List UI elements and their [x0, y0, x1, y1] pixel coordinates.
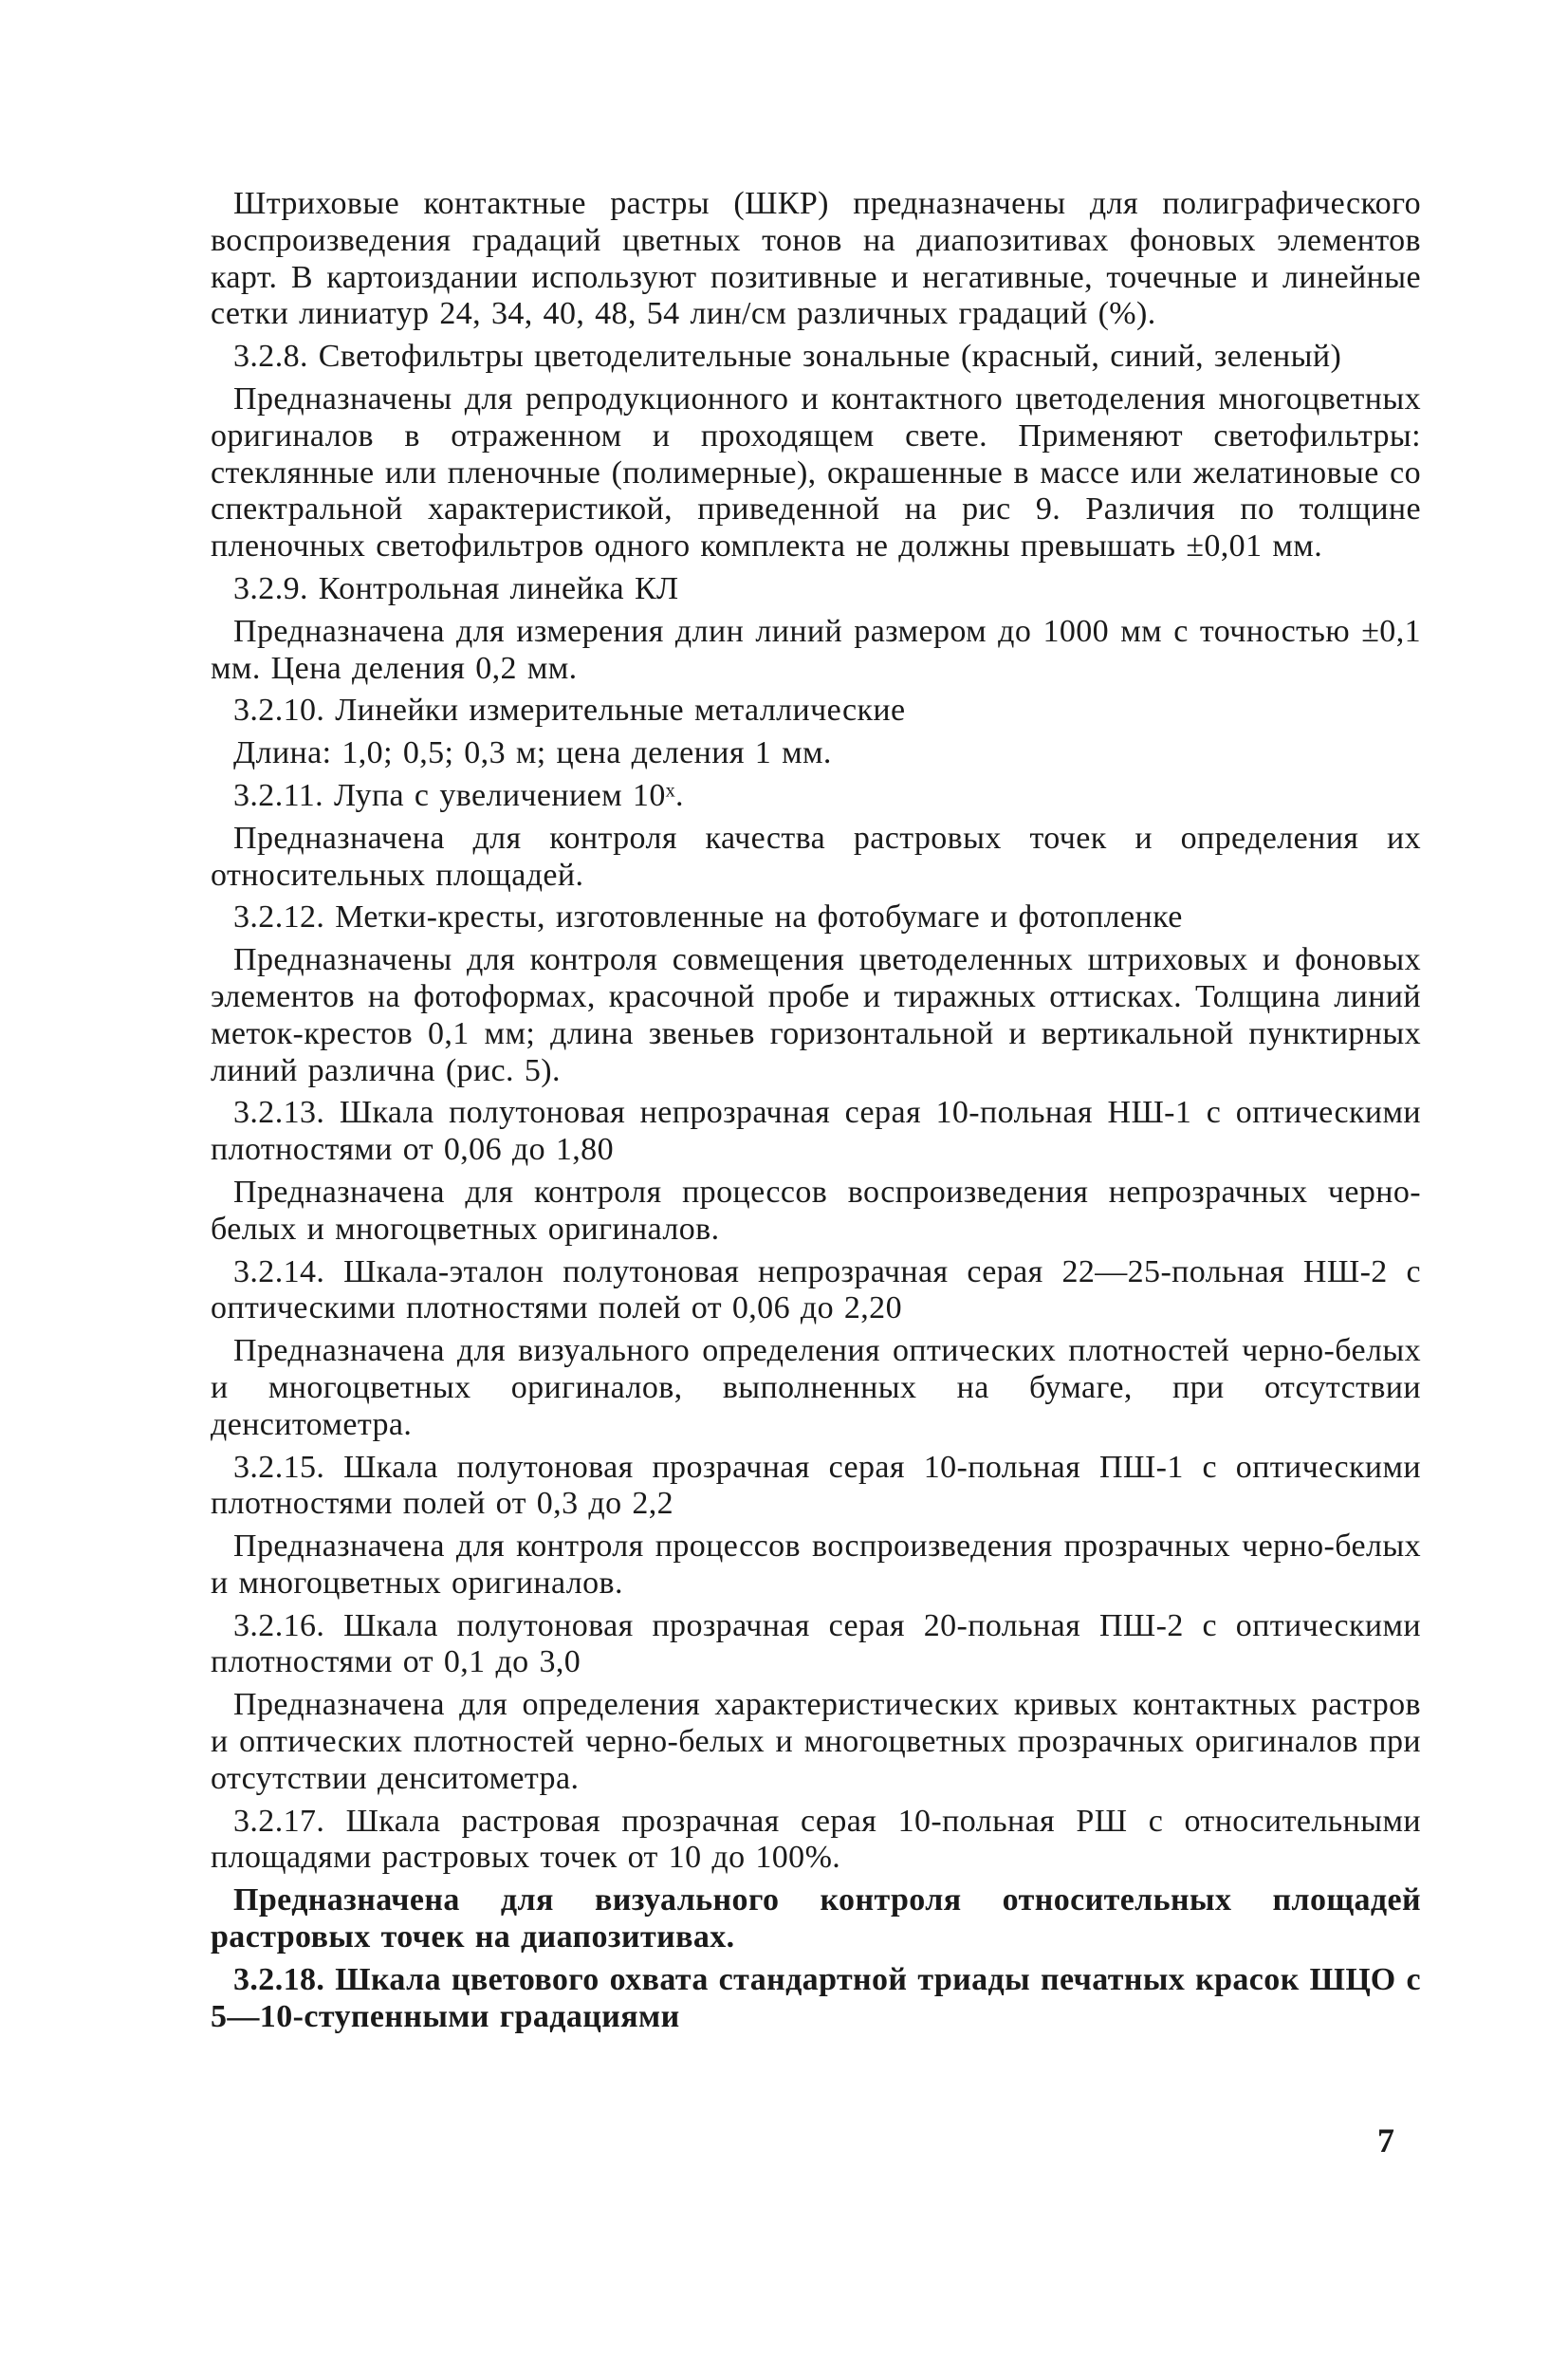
page-number: 7 [1377, 2121, 1394, 2159]
section-heading-3-2-16: 3.2.16. Шкала полутоновая прозрачная серая 20-польная ПШ-2 с оптическими плотностями от 0,1 до 3,0 [211, 1607, 1421, 1680]
section-heading-3-2-10: 3.2.10. Линейки измерительные металлические [233, 693, 906, 729]
section-heading-3-2-12: 3.2.12. Метки-кресты, изготовленные на фотобумаге и фотопленке [233, 899, 1183, 936]
section-heading-3-2-9: 3.2.9. Контрольная линейка КЛ [233, 570, 679, 606]
section-heading-3-2-17: 3.2.17. Шкала растровая прозрачная серая 10-польная РШ с относительными площадями растровых точек от 10 до 100%. [211, 1803, 1421, 1876]
section-heading-3-2-18: 3.2.18. Шкала цветового охвата стандартной триады печатных красок ШЦО с 5—10-ступенными градациями [211, 1961, 1421, 2034]
document-page [211, 186, 1421, 2041]
paragraph-psh-1: Предназначена для контроля процессов воспроизведения прозрачных черно-белых и многоцветных оригиналов. [211, 1529, 1421, 1601]
paragraph-light-filters: Предназначены для репродукционного и контактного цветоделения многоцветных оригиналов в отраженном и проходящем свете. Применяют светофильтры: стеклянные или пленочные (полимерные), окрашенные в массе или желатиновые со спектральной характеристикой, приведенной на рис 9. Различия по толщине пленочных светофильтров одного комплекта не должны превышать ±0,01 мм. [211, 380, 1421, 565]
paragraph-magnifier: Предназначена для контроля качества растровых точек и определения их относительных площадей. [211, 820, 1421, 893]
paragraph-control-ruler: Предназначена для измерения длин линий размером до 1000 мм с точностью ±0,1 мм. Цена деления 0,2 мм. [211, 613, 1421, 686]
paragraph-rsh: Предназначена для визуального контроля относительных площадей растровых точек на диапозитивах. [211, 1882, 1421, 1955]
section-heading-3-2-13: 3.2.13. Шкала полутоновая непрозрачная серая 10-польная НШ-1 с оптическими плотностями от 0,06 до 1,80 [211, 1095, 1421, 1168]
section-heading-3-2-8: 3.2.8. Светофильтры цветоделительные зональные (красный, синий, зеленый) [233, 339, 1342, 375]
paragraph-nsh-1: Предназначена для контроля процессов воспроизведения непрозрачных черно-белых и многоцветных оригиналов. [211, 1174, 1421, 1247]
section-heading-3-2-14: 3.2.14. Шкала-эталон полутоновая непрозрачная серая 22—25-польная НШ-2 с оптическими плотностями полей от 0,06 до 2,20 [211, 1253, 1421, 1326]
paragraph-ruler-lengths: Длина: 1,0; 0,5; 0,3 м; цена деления 1 мм. [233, 735, 832, 771]
section-heading-3-2-11: 3.2.11. Лупа с увеличением 10ˣ. [233, 777, 684, 813]
paragraph-registration-marks: Предназначены для контроля совмещения цветоделенных штриховых и фоновых элементов на фотоформах, красочной пробе и тиражных оттисках. Толщина линий меток-крестов 0,1 мм; длина звеньев горизонтальной и вертикальной пунктирных линий различна (рис. 5). [211, 942, 1421, 1088]
paragraph-raster-description: Штриховые контактные растры (ШКР) предназначены для полиграфического воспроизведения градаций цветных тонов на диапозитивах фоновых элементов карт. В картоиздании используют позитивные и негативные, точечные и линейные сетки линиатур 24, 34, 40, 48, 54 лин/см различных градаций (%). [211, 186, 1421, 332]
paragraph-nsh-2: Предназначена для визуального определения оптических плотностей черно-белых и многоцветных оригиналов, выполненных на бумаге, при отсутствии денситометра. [211, 1333, 1421, 1442]
paragraph-psh-2: Предназначена для определения характеристических кривых контактных растров и оптических плотностей черно-белых и многоцветных прозрачных оригиналов при отсутствии денситометра. [211, 1687, 1421, 1796]
section-heading-3-2-15: 3.2.15. Шкала полутоновая прозрачная серая 10-польная ПШ-1 с оптическими плотностями полей от 0,3 до 2,2 [211, 1449, 1421, 1522]
